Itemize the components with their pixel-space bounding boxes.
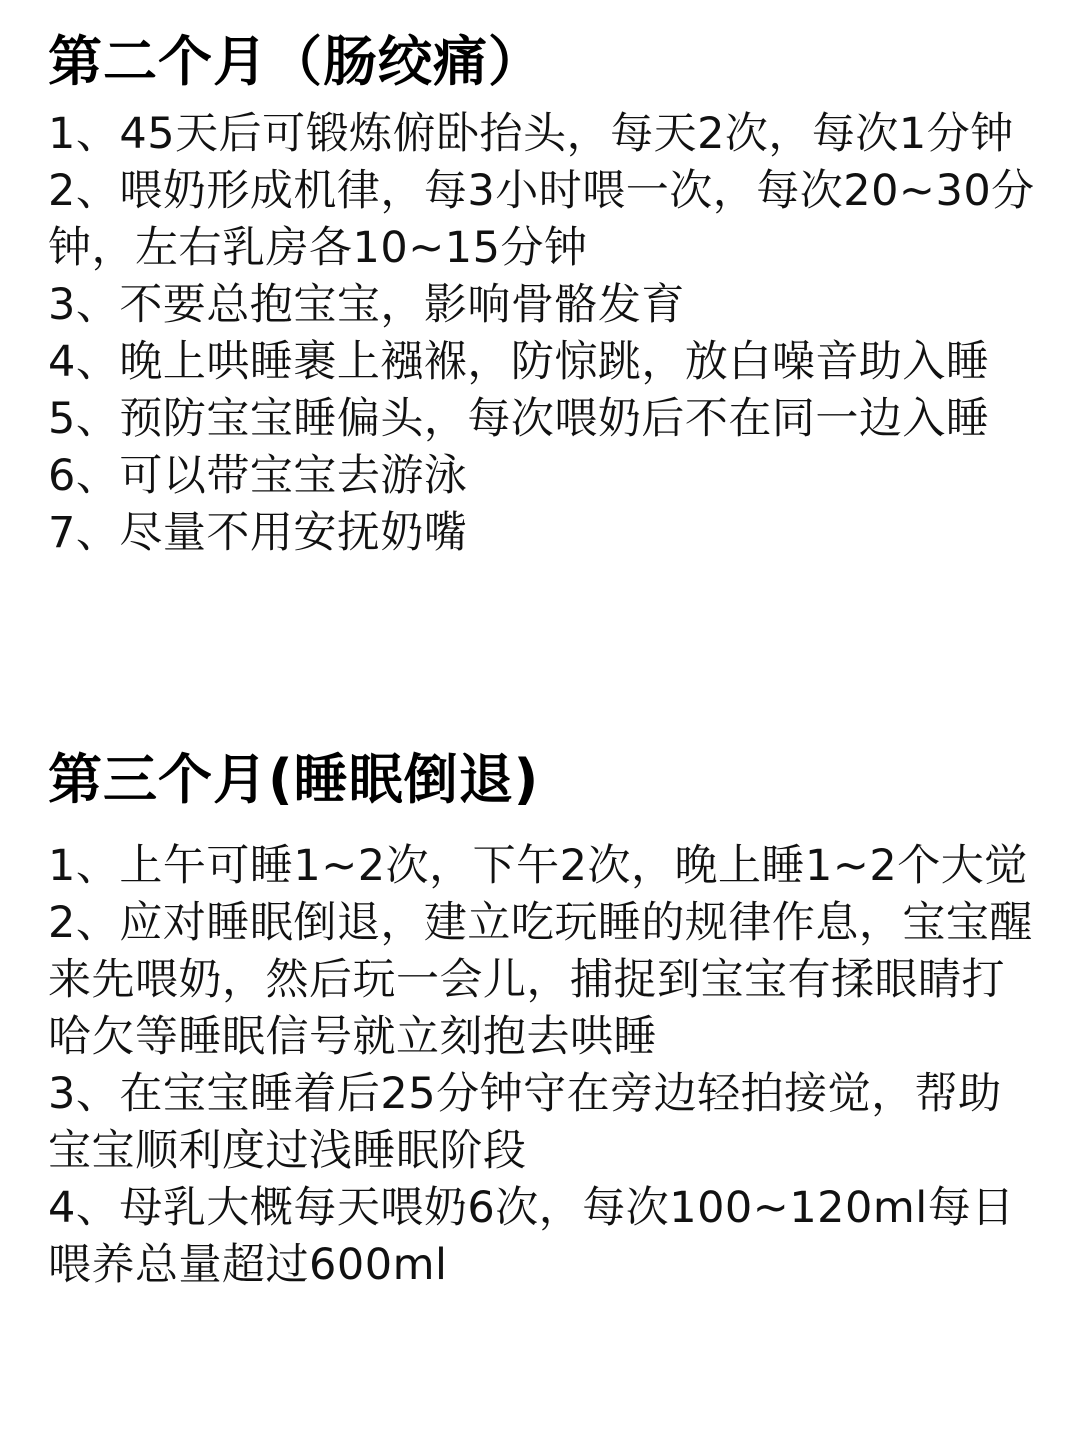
section-heading-month-2: 第二个月（肠绞痛） — [48, 30, 543, 93]
tip-item: 2、喂奶形成机律，每3小时喂一次，每次20~30分钟，左右乳房各10~15分钟 — [48, 166, 1035, 273]
tip-item: 1、上午可睡1~2次，下午2次，晚上睡1~2个大觉 — [48, 841, 1028, 891]
tip-item: 2、应对睡眠倒退，建立吃玩睡的规律作息，宝宝醒来先喂奶，然后玩一会儿，捕捉到宝宝有揉眼睛打哈欠等睡眠信号就立刻抱去哄睡 — [48, 898, 1033, 1062]
section-month-2 — [48, 30, 1038, 562]
section-heading-month-3: 第三个月(睡眠倒退) — [48, 748, 540, 811]
tips-list-month-3 — [48, 838, 1038, 1294]
tip-item: 6、可以带宝宝去游泳 — [48, 451, 468, 501]
tip-item: 4、晚上哄睡裹上襁褓，防惊跳，放白噪音助入睡 — [48, 337, 990, 387]
tip-item: 7、尽量不用安抚奶嘴 — [48, 508, 468, 558]
tip-item: 3、不要总抱宝宝，影响骨骼发育 — [48, 280, 685, 330]
tip-item: 3、在宝宝睡着后25分钟守在旁边轻拍接觉，帮助宝宝顺利度过浅睡眠阶段 — [48, 1069, 1002, 1176]
tip-item: 4、母乳大概每天喂奶6次，每次100~120ml每日喂养总量超过600ml — [48, 1183, 1015, 1290]
tip-item: 1、45天后可锻炼俯卧抬头，每天2次，每次1分钟 — [48, 109, 1014, 159]
section-month-3 — [48, 748, 1038, 1294]
tips-list-month-2 — [48, 106, 1038, 562]
tip-item: 5、预防宝宝睡偏头，每次喂奶后不在同一边入睡 — [48, 394, 990, 444]
